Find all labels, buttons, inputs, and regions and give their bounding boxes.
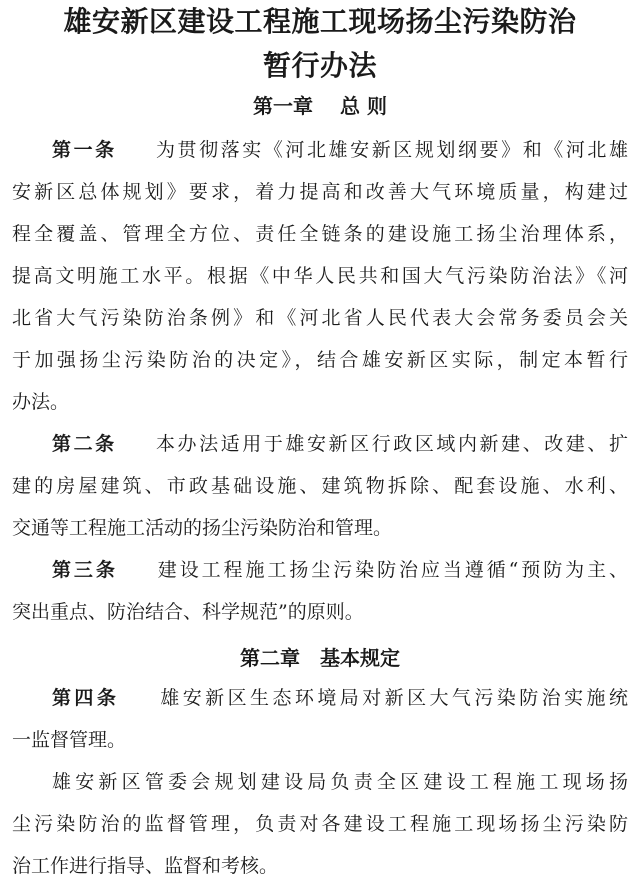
chapter-1-heading: 第一章 总 则 xyxy=(253,94,387,118)
article-1-text: 为贯彻落实《河北雄安新区规划纲要》和《河北雄 xyxy=(155,139,628,161)
article-2-line-3: 交通等工程施工活动的扬尘污染防治和管理。 xyxy=(12,517,393,539)
article-3-text: 建设工程施工扬尘污染防治应当遵循“预防为主、 xyxy=(157,559,629,581)
article-1-line-7: 办法。 xyxy=(12,391,70,413)
article-3-label: 第三条 xyxy=(52,559,118,581)
article-4-line-2: 一监督管理。 xyxy=(12,729,127,751)
document-title-line-2: 暂行办法 xyxy=(262,49,377,82)
article-3-line-2: 突出重点、防治结合、科学规范”的原则。 xyxy=(12,601,364,623)
article-2-line-2: 建的房屋建筑、市政基础设施、建筑物拆除、配套设施、水利、 xyxy=(12,475,628,497)
document-title-line-1: 雄安新区建设工程施工现场扬尘污染防治 xyxy=(63,5,577,38)
paragraph-5-line-1: 雄安新区管委会规划建设局负责全区建设工程施工现场扬 xyxy=(52,771,628,793)
article-1-line-2: 安新区总体规划》要求，着力提高和改善大气环境质量，构建过 xyxy=(12,181,628,203)
article-2-line-1 xyxy=(52,430,628,458)
paragraph-5-line-2: 尘污染防治的监督管理，负责对各建设工程施工现场扬尘污染防 xyxy=(12,813,628,835)
article-3-line-1 xyxy=(52,556,628,584)
article-4-text: 雄安新区生态环境局对新区大气污染防治实施统 xyxy=(160,687,628,709)
article-2-label: 第二条 xyxy=(52,433,117,455)
article-1-line-1 xyxy=(52,136,628,164)
article-4-line-1 xyxy=(52,684,628,712)
article-1-line-3: 程全覆盖、管理全方位、责任全链条的建设施工扬尘治理体系， xyxy=(12,223,628,245)
article-4-label: 第四条 xyxy=(52,687,120,709)
paragraph-5-line-3: 治工作进行指导、监督和考核。 xyxy=(12,855,279,877)
article-2-text: 本办法适用于雄安新区行政区域内新建、改建、扩 xyxy=(155,433,628,455)
article-1-line-6: 于加强扬尘污染防治的决定》，结合雄安新区实际，制定本暂行 xyxy=(12,349,628,371)
article-1-line-5: 北省大气污染防治条例》和《河北省人民代表大会常务委员会关 xyxy=(12,307,628,329)
chapter-2-heading: 第二章 基本规定 xyxy=(240,646,400,670)
article-1-label: 第一条 xyxy=(52,139,117,161)
article-1-line-4: 提高文明施工水平。根据《中华人民共和国大气污染防治法》《河 xyxy=(12,265,628,287)
